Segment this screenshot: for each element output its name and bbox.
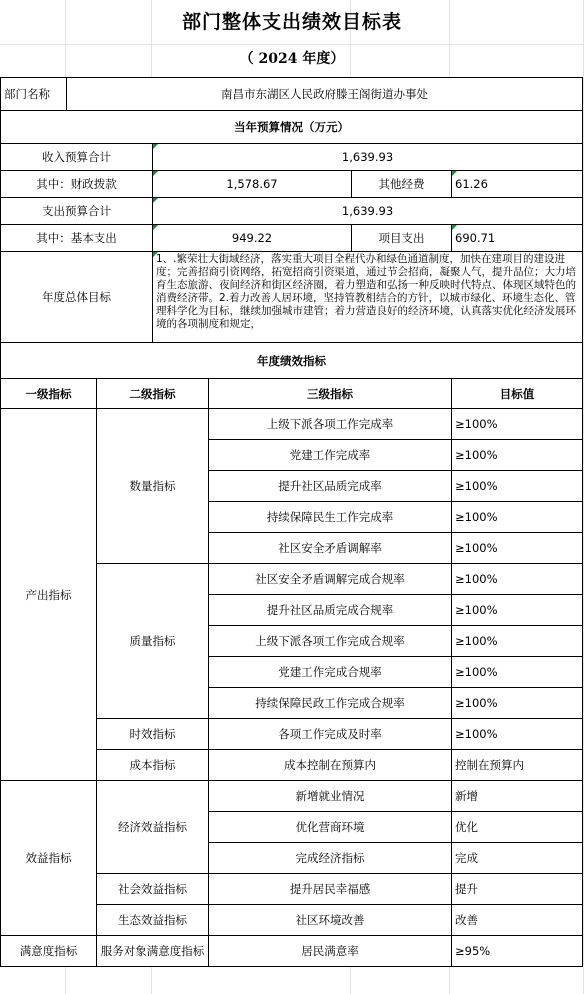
year-label: （ 2024 年度） — [239, 51, 345, 67]
indicator-name: 党建工作完成率 — [209, 440, 452, 471]
table-row — [1, 198, 583, 225]
target-value: 新增 — [452, 781, 583, 812]
indicator-name: 完成经济指标 — [209, 843, 452, 874]
indicator-name: 成本控制在预算内 — [209, 750, 452, 781]
target-value: ≥100% — [452, 564, 583, 595]
target-value: 控制在预算内 — [452, 750, 583, 781]
table-row — [1, 781, 583, 812]
indicator-name: 新增就业情况 — [209, 781, 452, 812]
indicator-name: 居民满意率 — [209, 936, 452, 967]
indicator-name: 社区安全矛盾调解率 — [209, 533, 452, 564]
column-header-level2: 二级指标 — [97, 379, 209, 409]
target-value: ≥100% — [452, 595, 583, 626]
column-header-level1: 一级指标 — [1, 379, 97, 409]
indicator-name: 持续保障民生工作完成率 — [209, 502, 452, 533]
table-row — [1, 252, 583, 343]
table-row — [1, 225, 583, 252]
target-value: ≥100% — [452, 533, 583, 564]
table-row — [1, 343, 583, 379]
target-value: 优化 — [452, 812, 583, 843]
performance-header: 年度绩效指标 — [1, 343, 583, 379]
annual-goal-label: 年度总体目标 — [1, 252, 153, 343]
target-value: ≥100% — [452, 719, 583, 750]
budget-header: 当年预算情况（万元） — [1, 111, 583, 144]
indicator-name: 持续保障民政工作完成合规率 — [209, 688, 452, 719]
table-row — [1, 111, 583, 144]
basic-expense-value: 949.22 — [153, 225, 352, 252]
indicator-name: 优化营商环境 — [209, 812, 452, 843]
indicator-name: 提升社区品质完成合规率 — [209, 595, 452, 626]
target-value: ≥100% — [452, 626, 583, 657]
fiscal-value: 1,578.67 — [153, 171, 352, 198]
level2-quantity: 数量指标 — [97, 409, 209, 564]
project-expense-value: 690.71 — [452, 225, 583, 252]
page-title: 部门整体支出绩效目标表 — [181, 11, 402, 33]
level1-benefit: 效益指标 — [1, 781, 97, 936]
indicator-name: 各项工作完成及时率 — [209, 719, 452, 750]
target-value: 提升 — [452, 874, 583, 905]
level2-ecological: 生态效益指标 — [97, 905, 209, 936]
other-funds-value: 61.26 — [452, 171, 583, 198]
level2-quality: 质量指标 — [97, 564, 209, 719]
department-label: 部门名称 — [1, 78, 67, 111]
target-value: 改善 — [452, 905, 583, 936]
target-value: ≥100% — [452, 657, 583, 688]
level2-cost: 成本指标 — [97, 750, 209, 781]
department-value: 南昌市东湖区人民政府滕王阁街道办事处 — [67, 78, 583, 111]
indicator-name: 提升居民幸福感 — [209, 874, 452, 905]
project-expense-label: 项目支出 — [352, 225, 452, 252]
target-value: ≥100% — [452, 688, 583, 719]
level2-service: 服务对象满意度指标 — [97, 936, 209, 967]
target-value: ≥100% — [452, 502, 583, 533]
target-value: ≥100% — [452, 471, 583, 502]
target-value: ≥95% — [452, 936, 583, 967]
level2-social: 社会效益指标 — [97, 874, 209, 905]
other-funds-label: 其他经费 — [352, 171, 452, 198]
performance-target-table — [0, 77, 583, 967]
table-row — [1, 78, 583, 111]
annual-goal-text: 1、.繁荣壮大街域经济，落实重大项目全程代办和绿色通道制度，加快在建项目的建设进度；完善招商引资网络，拓宽招商引资渠道，通过节会招商，凝聚人气，提升品位；大力培育生态旅游、夜间经济和街区经济圈，着力塑造和弘扬一种反映时代特点、体现区域特色的消费经济带。2.着力改善人居环境，坚持管教相结合的方针，以城市绿化、环境生态化、管理科学化为目标，继续加强城市建管；着力营造良好的经济环境，认真落实优化经济发展环境的各项制度和规定， — [153, 252, 583, 343]
indicator-name: 社区环境改善 — [209, 905, 452, 936]
level2-timeliness: 时效指标 — [97, 719, 209, 750]
level1-output: 产出指标 — [1, 409, 97, 781]
target-value: ≥100% — [452, 440, 583, 471]
expense-total-label: 支出预算合计 — [1, 198, 153, 225]
level1-satisfaction: 满意度指标 — [1, 936, 97, 967]
column-header-target: 目标值 — [452, 379, 583, 409]
fiscal-label: 其中：财政拨款 — [1, 171, 153, 198]
indicator-name: 上级下派各项工作完成合规率 — [209, 626, 452, 657]
basic-expense-label: 其中：基本支出 — [1, 225, 153, 252]
column-header-level3: 三级指标 — [209, 379, 452, 409]
expense-total-value: 1,639.93 — [153, 198, 583, 225]
income-total-label: 收入预算合计 — [1, 144, 153, 171]
indicator-name: 党建工作完成合规率 — [209, 657, 452, 688]
level2-economic: 经济效益指标 — [97, 781, 209, 874]
target-value: ≥100% — [452, 409, 583, 440]
indicator-name: 提升社区品质完成率 — [209, 471, 452, 502]
target-value: 完成 — [452, 843, 583, 874]
table-row — [1, 936, 583, 967]
table-row — [1, 144, 583, 171]
gridline — [0, 44, 584, 45]
table-row — [1, 409, 583, 440]
indicator-name: 社区安全矛盾调解完成合规率 — [209, 564, 452, 595]
table-header-row — [1, 379, 583, 409]
indicator-name: 上级下派各项工作完成率 — [209, 409, 452, 440]
table-row — [1, 171, 583, 198]
income-total-value: 1,639.93 — [153, 144, 583, 171]
